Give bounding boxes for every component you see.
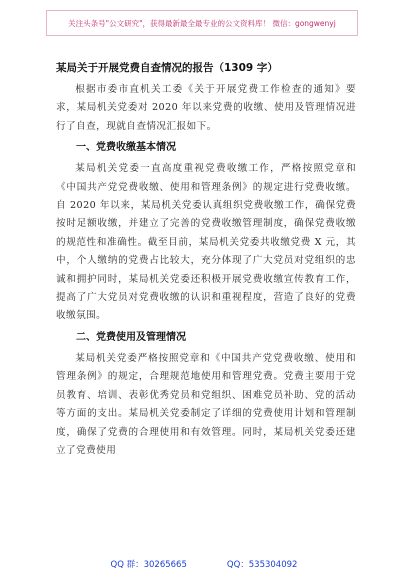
section-1-paragraph: 某局机关党委一直高度重视党费收缴工作，严格按照党章和《中国共产党党费收缴、使用和管理条例》的规定进行党费收缴。自 2020 年以来，某局机关党委认真组织党费收缴工作，确保党费按时足额收缴，并建立了完善的党费收缴管理制度，确保党费收缴的规范性和准确性。截至目前，某局机关党委共收缴党费 X 元，其中，个人缴纳的党费占比较大，充分体现了广大党员对党组织的忠诚和拥护同时，某局机关党委还积极开展党费收缴宣传教育工作，提高了广大党员对党费收缴的认识和重视程度，营造了良好的党费收缴氛围。 — [56, 163, 356, 322]
footer-contact — [0, 558, 408, 570]
section-heading-2: 二、党费使用及管理情况 — [76, 331, 186, 343]
promo-banner-text: 关注头条号"公文研究"，获得最新最全最专业的公文资料库！ 微信：gongwenyj — [68, 18, 336, 28]
footer-qq-group: QQ 群：30265665 — [110, 560, 187, 570]
document-title: 某局关于开展党费自查情况的报告（1309 字） — [56, 62, 278, 74]
promo-banner — [46, 10, 358, 36]
footer-qq: QQ：535304092 — [226, 560, 298, 570]
document-body — [56, 60, 356, 460]
intro-paragraph: 根据市委市直机关工委《关于开展党费工作检查的通知》要求，某局机关党委对 2020 年以来党费的收缴、使用及管理情况进行了自查，现就自查情况汇报如下。 — [56, 84, 356, 132]
section-heading-1: 一、党费收缴基本情况 — [76, 142, 176, 154]
section-2-paragraph: 某局机关党委严格按照党章和《中国共产党党费收缴、使用和管理条例》的规定，合理规范地使用和管理党费。党费主要用于党员教育、培训、表彰优秀党员和党组织、困难党员补助、党的活动等方面的支出。某局机关党委制定了详细的党费使用计划和管理制度，确保了党费的合理使用和有效管理。同时，某局机关党委还建立了党费使用 — [56, 352, 356, 456]
